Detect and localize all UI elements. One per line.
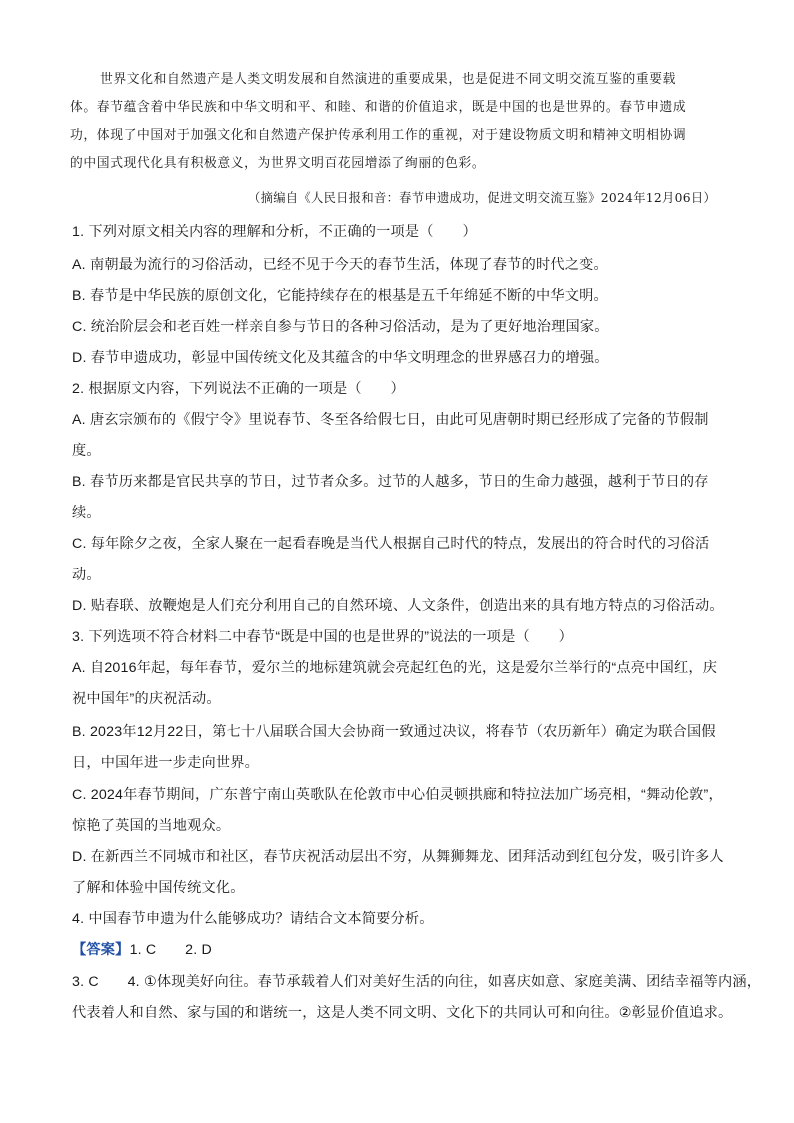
question-3-option-b: B. 2023年12月22日，第七十八届联合国大会协商一致通过决议，将春节（农历新年）确定为联合国假 bbox=[72, 724, 716, 740]
answer-line-1 bbox=[72, 940, 742, 960]
answer-line-3: 代表着人和自然、家与国的和谐统一，这是人类不同文明、文化下的共同认可和向往。②彰显价值追求。 bbox=[72, 1005, 733, 1021]
question-2-stem: 2. 根据原文内容，下列说法不正确的一项是（ ） bbox=[72, 381, 405, 397]
answer-line-2: 3. C 4. ①体现美好向往。春节承载着人们对美好生活的向往，如喜庆如意、家庭美满、团结幸福等内涵， bbox=[72, 974, 762, 990]
question-3-option-a: A. 自2016年起，每年春节，爱尔兰的地标建筑就会亮起红色的光，这是爱尔兰举行的“点亮中国红，庆 bbox=[72, 660, 718, 676]
question-3-option-d: D. 在新西兰不同城市和社区，春节庆祝活动层出不穷，从舞狮舞龙、团拜活动到红包分发，吸引许多人 bbox=[72, 849, 724, 865]
question-2-option-b-cont: 续。 bbox=[72, 505, 101, 521]
answer-tag: 【答案】 bbox=[72, 942, 130, 958]
question-1-option-b: B. 春节是中华民族的原创文化，它能持续存在的根基是五千年绵延不断的中华文明。 bbox=[72, 288, 608, 304]
question-3-stem: 3. 下列选项不符合材料二中春节“既是中国的也是世界的”说法的一项是（ ） bbox=[72, 629, 574, 645]
question-3-option-a-cont: 祝中国年”的庆祝活动。 bbox=[72, 691, 221, 707]
question-3-option-d-cont: 了解和体验中国传统文化。 bbox=[72, 880, 245, 896]
question-3-option-b-cont: 日，中国年进一步走向世界。 bbox=[72, 755, 260, 771]
question-2-option-a-cont: 度。 bbox=[72, 443, 101, 459]
question-4-stem: 4. 中国春节申遗为什么能够成功？请结合文本简要分析。 bbox=[72, 911, 434, 927]
question-1-stem: 1. 下列对原文相关内容的理解和分析，不正确的一项是（ ） bbox=[72, 224, 477, 240]
question-3-option-c-cont: 惊艳了英国的当地观众。 bbox=[72, 818, 231, 834]
question-1-option-a: A. 南朝最为流行的习俗活动，已经不见于今天的春节生活，体现了春节的时代之变。 bbox=[72, 257, 608, 273]
question-1-option-d: D. 春节申遗成功，彰显中国传统文化及其蕴含的中华文明理念的世界感召力的增强。 bbox=[72, 350, 609, 366]
question-2-option-c-cont: 动。 bbox=[72, 567, 101, 583]
question-3-option-c: C. 2024年春节期间，广东普宁南山英歌队在伦敦市中心伯灵顿拱廊和特拉法加广场亮相，“舞动伦敦”， bbox=[72, 787, 723, 803]
question-2-option-d: D. 贴春联、放鞭炮是人们充分利用自己的自然环境、人文条件，创造出来的具有地方特点的习俗活动。 bbox=[72, 598, 724, 614]
question-2-option-b: B. 春节历来都是官民共享的节日，过节者众多。过节的人越多，节日的生命力越强，越利于节日的存 bbox=[72, 474, 709, 490]
question-1-option-c: C. 统治阶层会和老百姓一样亲自参与节日的各种习俗活动，是为了更好地治理国家。 bbox=[72, 319, 609, 335]
passage-line-4: 的中国式现代化具有积极意义，为世界文明百花园增添了绚丽的色彩。 bbox=[70, 156, 486, 171]
answer-line-1-text: 1. C 2. D bbox=[129, 942, 212, 958]
passage bbox=[70, 66, 730, 178]
passage-line-3: 功，体现了中国对于加强文化和自然遗产保护传承利用工作的重视，对于建设物质文明和精神文明相协调 bbox=[70, 128, 687, 143]
passage-source: （摘编自《人民日报和音：春节申遗成功，促进文明交流互鉴》2024年12月06日） bbox=[248, 191, 717, 205]
passage-line-2: 体。春节蕴含着中华民族和中华文明和平、和睦、和谐的价值追求，既是中国的也是世界的。春节申遗成 bbox=[70, 100, 687, 115]
passage-line-1: 世界文化和自然遗产是人类文明发展和自然演进的重要成果，也是促进不同文明交流互鉴的重要载 bbox=[100, 72, 677, 87]
question-2-option-a: A. 唐玄宗颁布的《假宁令》里说春节、冬至各给假七日，由此可见唐朝时期已经形成了完备的节假制 bbox=[72, 412, 709, 428]
question-2-option-c: C. 每年除夕之夜，全家人聚在一起看春晚是当代人根据自己时代的特点，发展出的符合时代的习俗活 bbox=[72, 536, 710, 552]
